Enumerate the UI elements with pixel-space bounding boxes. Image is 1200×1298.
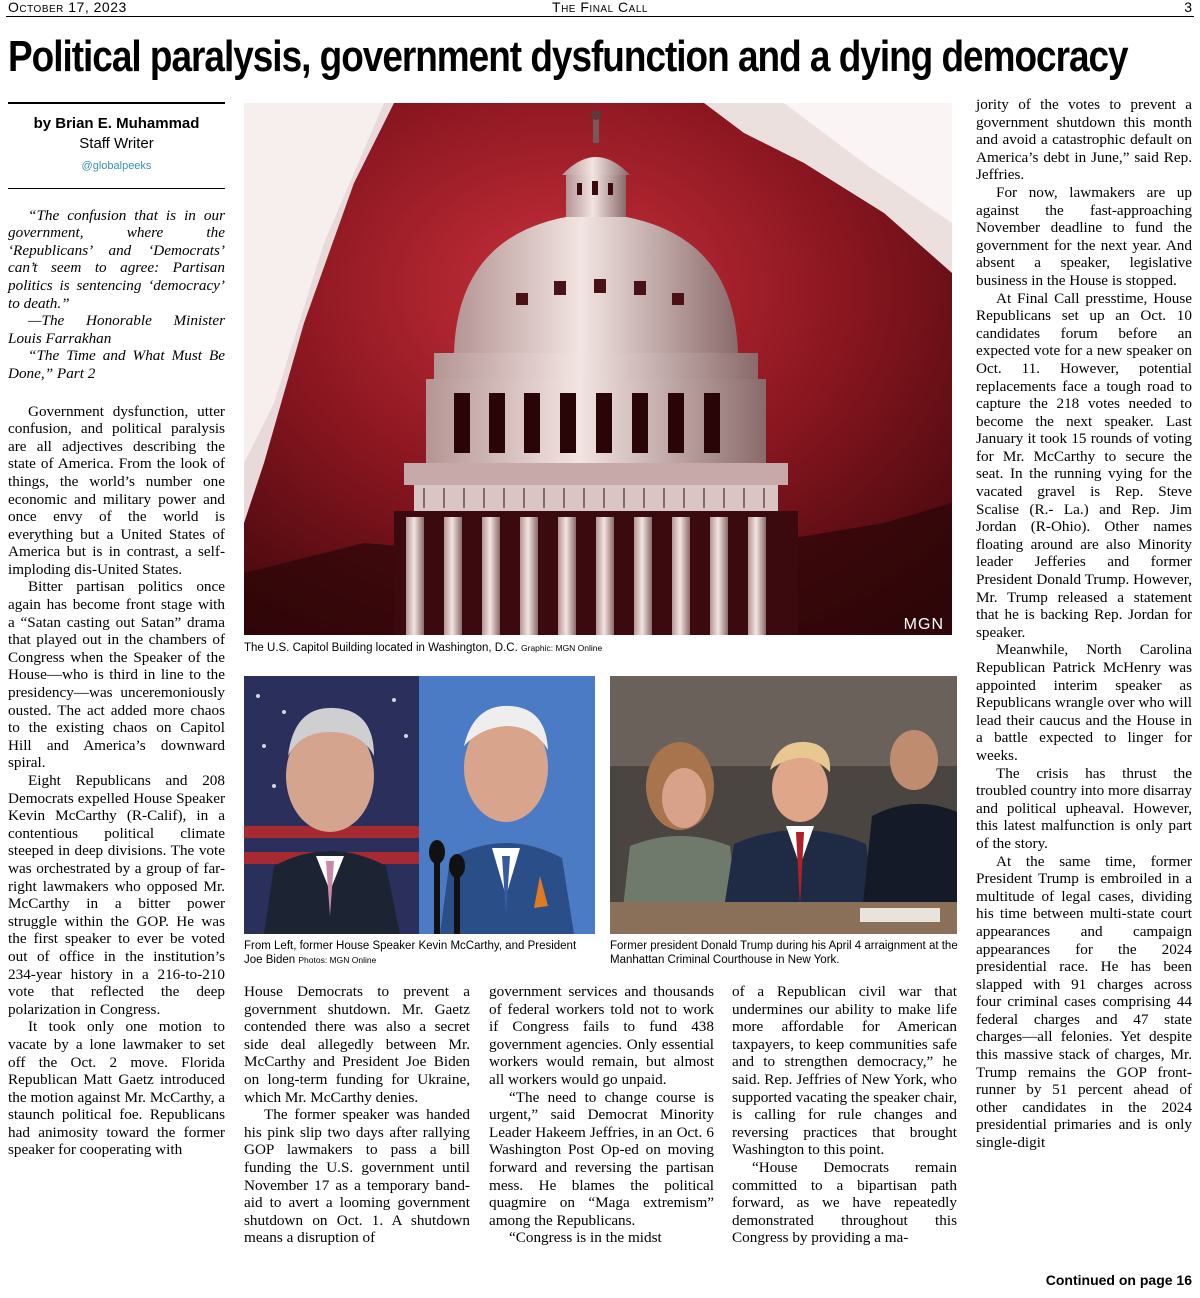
page-number: 3: [1184, 0, 1192, 15]
paragraph: Bitter partisan politics once again has become front stage with a “Satan casting out Satan” drama that played out in the chambers of Congress when the Speaker of the House—who is third in line to the presidency—was unceremoniously ousted. The act added more chaos to the existing chaos on Capitol Hill and America’s downward spiral.: [8, 578, 225, 772]
caption-credit: Graphic: MGN Online: [521, 643, 603, 653]
paragraph: “The need to change course is urgent,” said Democrat Minority Leader Hakeem Jeffries, in an Oct. 6 Washington Post Op-ed on moving forward and reversing the partisan mess. He blames the political quagmire on “Maga extremism” among the Republicans.: [489, 1088, 714, 1229]
page-header: [6, 0, 1194, 17]
column-2: [244, 983, 470, 1247]
paragraph: of a Republican civil war that undermines our ability to make life more affordable for American taxpayers, to keep communities safe and to strengthen democracy,” he said. Rep. Jeffries of New York, who supported vacating the speaker chair, is calling for rule changes and reversing practices that brought Washington to this point.: [732, 983, 958, 1159]
paragraph: Meanwhile, North Carolina Republican Patrick McHenry was appointed interim speaker as Republicans wrangle over who will lead their caucus and the House in a battle expected to linger for weeks.: [976, 641, 1192, 764]
epigraph: [8, 207, 225, 383]
continued-jump-link[interactable]: Continued on page 16: [1045, 1272, 1192, 1288]
paragraph: It took only one motion to vacate by a lone lawmaker to set off the Oct. 2 move. Florida Republican Matt Gaetz introduced the motion against Mr. McCarthy, a staunch political foe. Republicans had animosity toward the former speaker for cooperating with: [8, 1018, 225, 1159]
column-4: [732, 983, 957, 1247]
paragraph: government services and thousands of federal workers told not to work if Congress fails to fund 438 government agencies. Only essential workers would remain, but almost all workers would go unpaid.: [489, 983, 714, 1088]
caption-text: The U.S. Capitol Building located in Washington, D.C.: [244, 642, 518, 654]
photo-watermark: MGN: [903, 616, 944, 633]
capitol-caption: [244, 641, 952, 655]
paragraph: jority of the votes to prevent a government shutdown this month and avoid a catastrophic default on America’s debt in June,” said Rep. Jeffries.: [976, 96, 1192, 184]
byline: [8, 102, 225, 189]
caption-text: From Left, former House Speaker Kevin McCarthy, and President Joe Biden: [244, 940, 577, 966]
trump-photo: [610, 676, 957, 934]
headline: Political paralysis, government dysfunction and a dying democracy: [8, 32, 1128, 81]
paragraph: “Congress is in the midst: [509, 1229, 662, 1247]
mccarthy-biden-caption: [244, 939, 596, 967]
paragraph: The former speaker was handed his pink slip two days after rallying GOP lawmakers to pass a bill funding the U.S. government until November 17 as a temporary band-aid to avert a looming government shutdown on Oct. 1. A shutdown means a disruption of: [244, 1106, 470, 1247]
capitol-photo: [244, 103, 952, 635]
paragraph: The crisis has thrust the troubled country into more disarray and political upheaval. However, this latest malfunction is only part of the story.: [976, 764, 1192, 852]
trump-caption: [610, 939, 958, 967]
capitol-illustration: [244, 103, 952, 635]
paragraph: Eight Republicans and 208 Democrats expelled House Speaker Kevin McCarthy (R-Calif), in a contentious political climate steeped in deep divisions. The vote was orchestrated by a group of far-right lawmakers who opposed Mr. McCarthy in a bitter power struggle within the GOP. He was the first speaker to ever be voted out of office in the institution’s 234-year history in a 216-to-210 vote that reflected the deep polarization in Congress.: [8, 772, 225, 1018]
epigraph-quote: “The confusion that is in our government, where the ‘Republicans’ and ‘Democrats’ can’t seem to agree: Partisan politics is sentencing ‘democracy’ to death.”: [8, 206, 225, 312]
paragraph: At the same time, former President Trump is embroiled in a multitude of legal cases, dividing his time between multi-state court appearances and campaign appearances for the 2024 presidential race. He has been slapped with 91 charges across four criminal cases comprising 44 federal charges and 47 state charges—all felonies. Yet despite this massive stack of charges, Mr. Trump remains the GOP front-runner by 51 percent ahead of other candidates in the 2024 presidential primaries and is only single-digit: [976, 852, 1192, 1152]
caption-text: Former president Donald Trump during his April 4 arraignment at the Manhattan Criminal Courthouse in New York.: [610, 940, 958, 966]
issue-date: October 17, 2023: [8, 0, 127, 15]
courtroom-illustration: [610, 676, 957, 934]
mccarthy-biden-photo: [244, 676, 595, 934]
paragraph: “House Democrats remain committed to a bipartisan path forward, as we have repeatedly demonstrated throughout this Congress by providing a ma-: [732, 1158, 957, 1247]
epigraph-source: “The Time and What Must Be Done,” Part 2: [8, 347, 225, 382]
column-1: [8, 102, 225, 1159]
column-5: [976, 96, 1192, 1152]
author-name: by Brian E. Muhammad: [33, 115, 200, 132]
portrait-pair-illustration: [244, 676, 595, 934]
paragraph: At Final Call presstime, House Republicans set up an Oct. 10 candidates forum before an expected vote for a new speaker on Oct. 11. However, potential replacements face a tough road to capture the 218 votes needed to become the next speaker. Last January it took 15 rounds of voting for Mr. McCarthy to secure the seat. In the running vying for the vacated gravel is Rep. Steve Scalise (R.- La.) and Rep. Jim Jordan (R-Ohio). Other names floating around are also Minority leader Jefferies and former President Donald Trump. However, Mr. Trump released a statement that he is backing Rep. Jordan for speaker.: [976, 289, 1192, 641]
paragraph: House Democrats to prevent a government shutdown. Mr. Gaetz contended there was also a secret side deal allegedly between Mr. McCarthy and President Joe Biden on long-term funding for Ukraine, which Mr. McCarthy denies.: [244, 983, 470, 1106]
paragraph: Government dysfunction, utter confusion, and political paralysis are all adjectives describing the state of America. From the look of things, the world’s number one economic and military power and once envy of the world is everything but a United States of America but is in contrast, a self-imploding dis-United States.: [8, 402, 225, 578]
caption-credit: Photos: MGN Online: [298, 955, 377, 965]
author-handle: @globalpeeks: [81, 160, 152, 172]
publication-name: The Final Call: [552, 0, 648, 15]
column-3: [489, 983, 714, 1247]
author-title: Staff Writer: [79, 135, 154, 152]
paragraph: For now, lawmakers are up against the fast-approaching November deadline to fund the government for the next year. And absent a speaker, legislative business in the House is stopped.: [976, 183, 1192, 289]
epigraph-attribution: —The Honorable Minister Louis Farrakhan: [8, 312, 225, 347]
